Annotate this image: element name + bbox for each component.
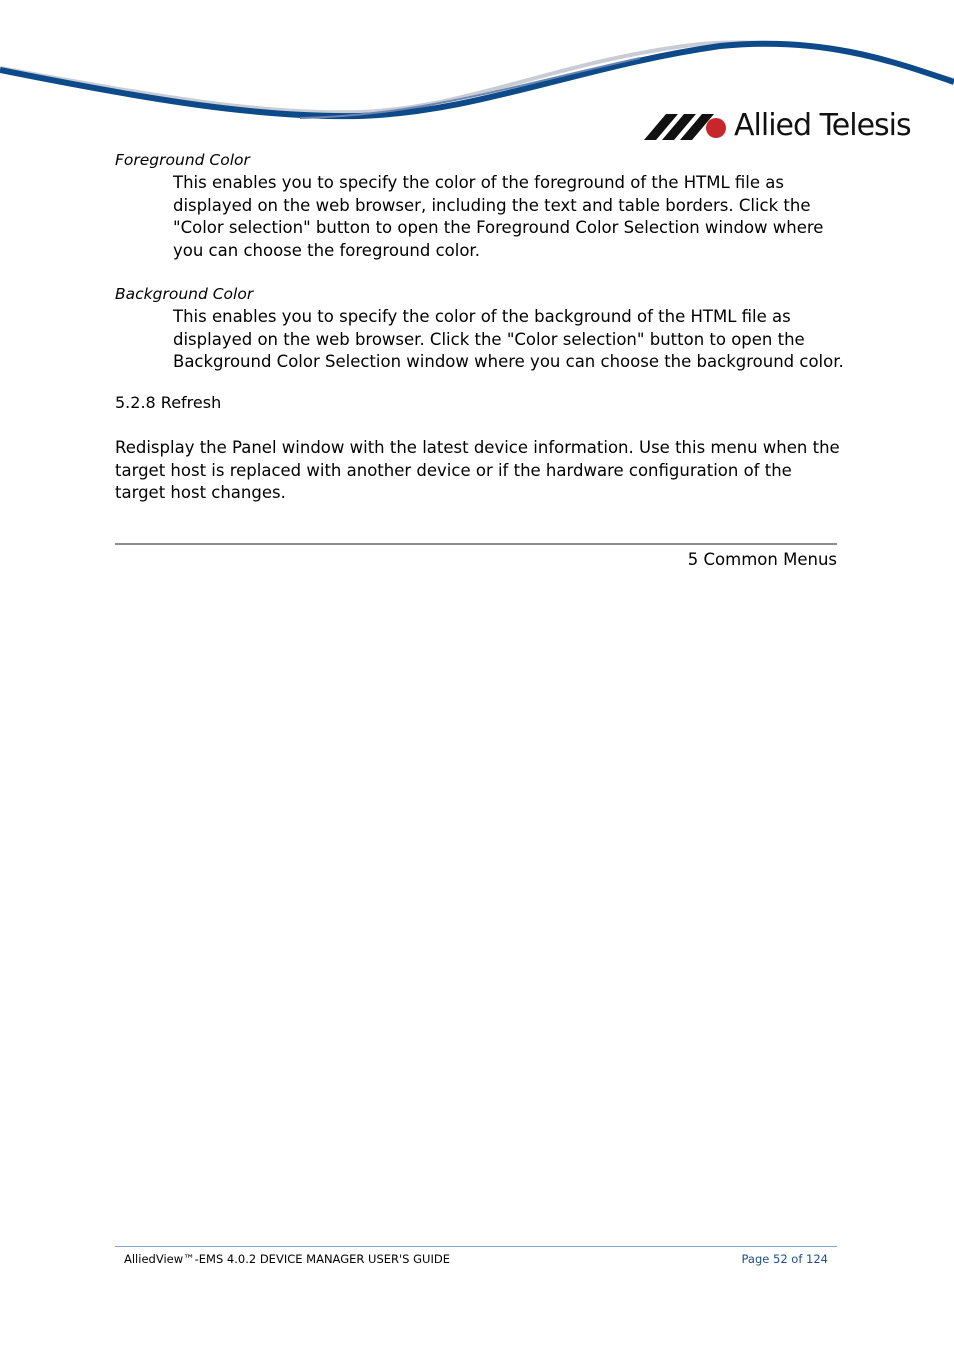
- chapter-label: 5 Common Menus: [687, 550, 837, 569]
- footer-page-number: Page 52 of 124: [741, 1252, 828, 1266]
- definition-term-background: Background Color: [115, 285, 254, 303]
- footer-document-title: AlliedView™-EMS 4.0.2 DEVICE MANAGER USER'S GUIDE: [124, 1252, 450, 1266]
- logo-wordmark: Allied Telesis: [734, 108, 911, 143]
- definition-term-foreground: Foreground Color: [115, 151, 250, 169]
- definition-description-foreground: This enables you to specify the color of the foreground of the HTML file as displayed on the web browser, including the text and table borders. Click the "Color selection" button to open the Foreground Color Selection window where you can choose the foreground color.: [173, 173, 824, 260]
- section-heading: 5.2.8 Refresh: [115, 393, 222, 412]
- allied-telesis-logo: [644, 108, 911, 148]
- footer-divider: [115, 1246, 837, 1247]
- definition-description-background: This enables you to specify the color of the background of the HTML file as displayed on the web browser. Click the "Color selection" button to open the Background Color Selection window where you can choose the background color.: [173, 307, 844, 371]
- logo-mark-icon: [644, 114, 728, 140]
- section-body: Redisplay the Panel window with the latest device information. Use this menu when the target host is replaced with another device or if the hardware configuration of the target host changes.: [115, 438, 840, 502]
- chapter-divider: [115, 543, 837, 545]
